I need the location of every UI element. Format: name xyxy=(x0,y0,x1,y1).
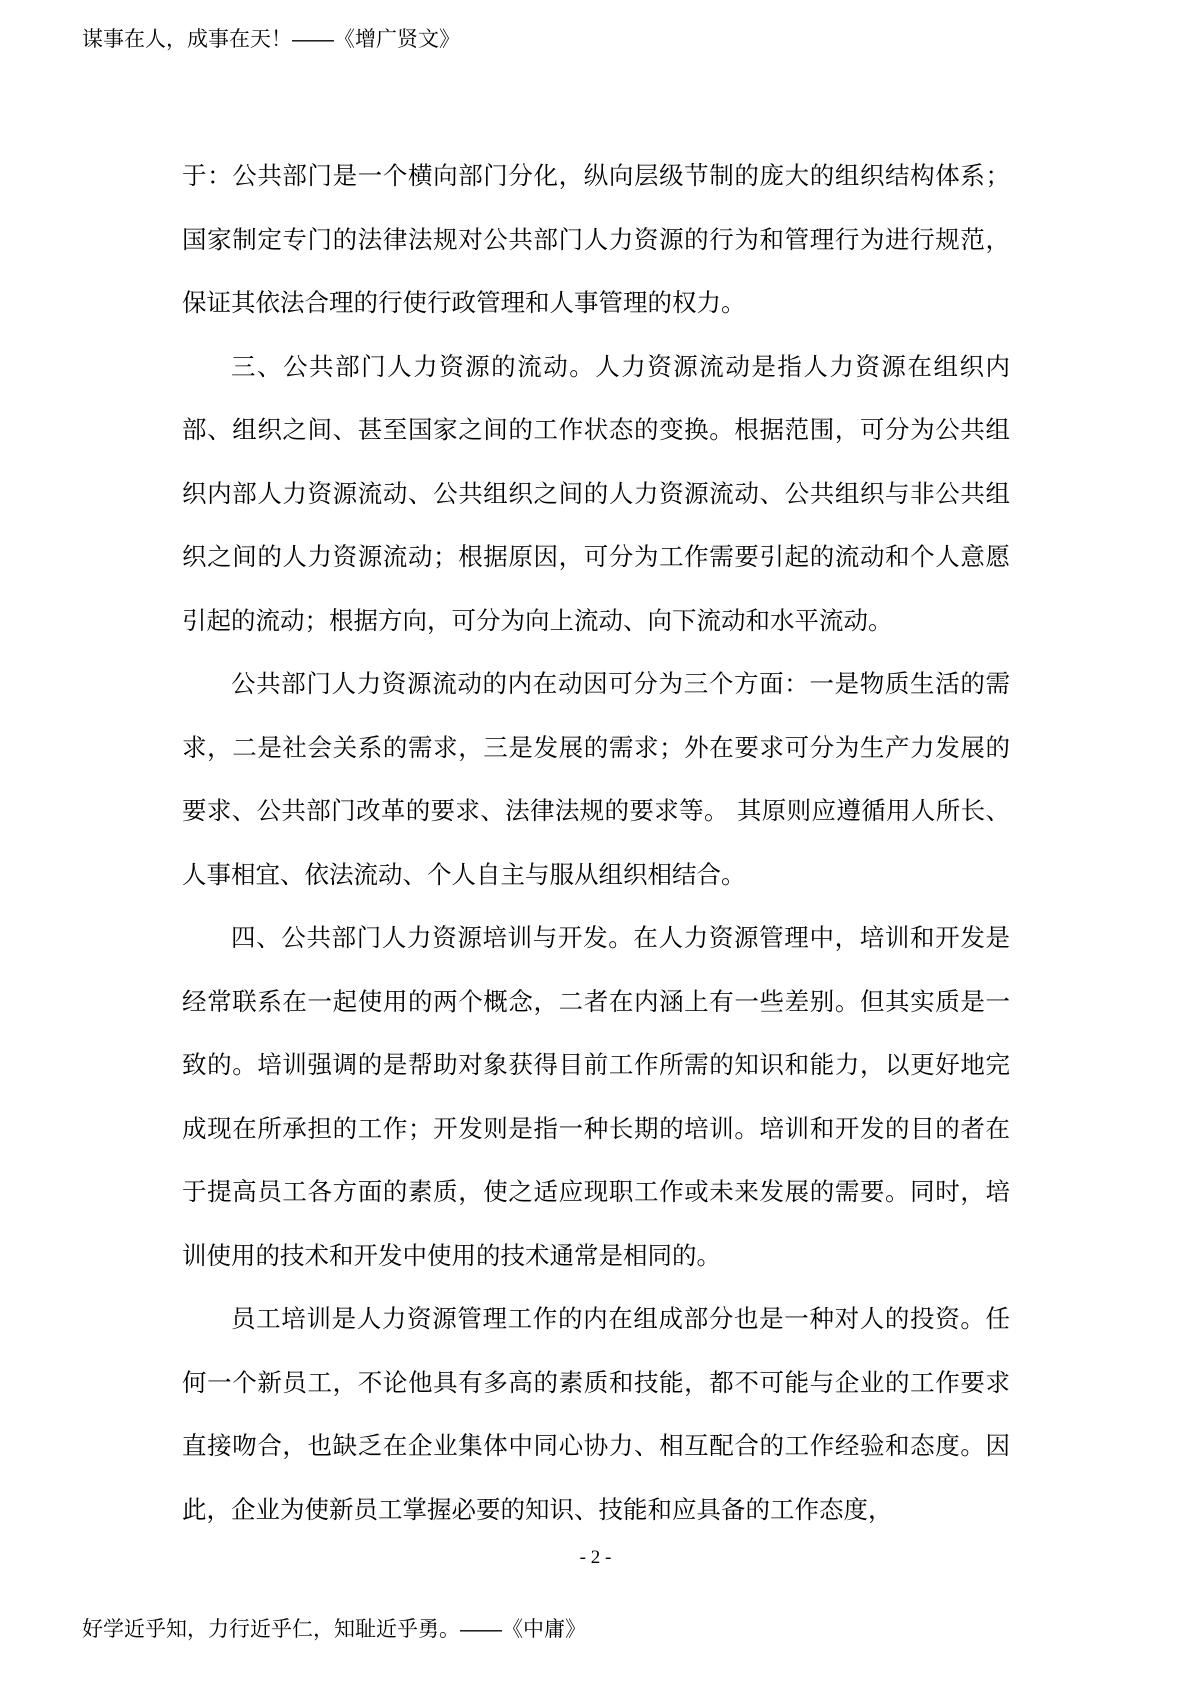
document-body xyxy=(182,144,1010,1541)
header-quote: 谋事在人，成事在天！——《增广贤文》 xyxy=(82,28,460,51)
paragraph: 四、公共部门人力资源培训与开发。在人力资源管理中，培训和开发是经常联系在一起使用的两个概念，二者在内涵上有一些差别。但其实质是一致的。培训强调的是帮助对象获得目前工作所需的知识和能力，以更好地完成现在所承担的工作；开发则是指一种长期的培训。培训和开发的目的者在于提高员工各方面的素质，使之适应现职工作或未来发展的需要。同时，培训使用的技术和开发中使用的技术通常是相同的。 xyxy=(182,923,1010,1270)
paragraph: 三、公共部门人力资源的流动。人力资源流动是指人力资源在组织内部、组织之间、甚至国家之间的工作状态的变换。根据范围，可分为公共组织内部人力资源流动、公共组织之间的人力资源流动、公共组织与非公共组织之间的人力资源流动；根据原因，可分为工作需要引起的流动和个人意愿引起的流动；根据方向，可分为向上流动、向下流动和水平流动。 xyxy=(182,351,1010,635)
paragraph-continued: 于：公共部门是一个横向部门分化，纵向层级节制的庞大的组织结构体系；国家制定专门的法律法规对公共部门人力资源的行为和管理行为进行规范，保证其依法合理的行使行政管理和人事管理的权力。 xyxy=(182,161,1010,317)
page-number: - 2 - xyxy=(579,1547,612,1568)
footer-quote: 好学近乎知，力行近乎仁，知耻近乎勇。——《中庸》 xyxy=(82,1618,586,1641)
paragraph: 公共部门人力资源流动的内在动因可分为三个方面：一是物质生活的需求，二是社会关系的需求，三是发展的需求；外在要求可分为生产力发展的要求、公共部门改革的要求、法律法规的要求等。 其原则应遵循用人所长、人事相宜、依法流动、个人自主与服从组织相结合。 xyxy=(182,669,1010,889)
paragraph: 员工培训是人力资源管理工作的内在组成部分也是一种对人的投资。任何一个新员工，不论他具有多高的素质和技能，都不可能与企业的工作要求直接吻合，也缺乏在企业集体中同心协力、相互配合的工作经验和态度。因此，企业为使新员工掌握必要的知识、技能和应具备的工作态度， xyxy=(182,1304,1010,1524)
